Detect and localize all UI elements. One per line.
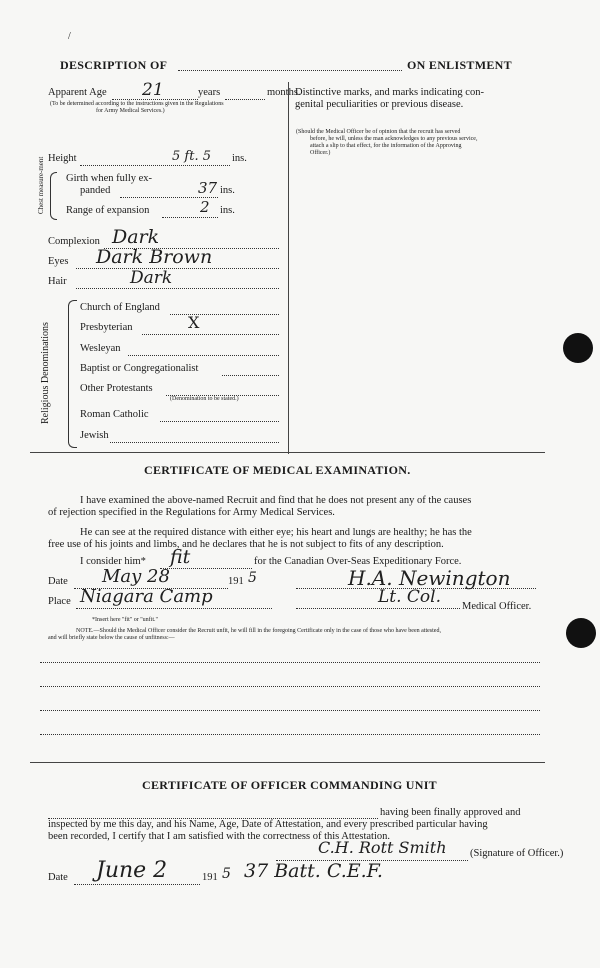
religion-dots-1	[142, 334, 279, 335]
insert-note: *Insert here "fit" or "unfit."	[92, 617, 158, 623]
officer-date-dots	[74, 884, 200, 885]
officer-year-prefix: 191	[202, 872, 218, 883]
complexion-label: Complexion	[48, 236, 100, 247]
religion-jewish: Jewish	[80, 430, 109, 441]
medical-para2-line1: He can see at the required distance with either eye; his heart and lungs are healthy; he has the	[80, 527, 472, 538]
marks-heading-1: Distinctive marks, and marks indicating con-	[295, 87, 484, 98]
medical-place-dots	[76, 608, 272, 609]
unfit-line-2	[40, 686, 540, 687]
officer-date-value: June 2	[96, 858, 168, 883]
officer-date-label: Date	[48, 872, 68, 883]
girth-label-1: Girth when fully ex-	[66, 173, 153, 184]
officer-line2: inspected by me this day, and his Name, Age, Date of Attestation, and every prescribed particular having	[48, 819, 488, 830]
religion-label: Religious Denominations	[40, 322, 51, 424]
religion-dots-2	[128, 355, 279, 356]
hair-value: Dark	[130, 268, 173, 288]
fit-dots	[160, 568, 252, 569]
officer-unit-value: 37 Batt. C.E.F.	[244, 860, 383, 882]
consider-label: I consider him*	[80, 556, 146, 567]
medical-date-value: May 28	[102, 566, 170, 587]
age-note-1: (To be determined according to the instructions given in the Regulations	[50, 101, 224, 107]
medical-officer-signature: H.A. Newington	[348, 566, 511, 590]
medical-note-2: and will briefly state below the cause of unfitness:—	[48, 635, 175, 641]
force-text: for the Canadian Over-Seas Expeditionary Force.	[254, 556, 462, 567]
girth-unit: ins.	[220, 185, 235, 196]
medical-year-prefix: 191	[228, 576, 244, 587]
religion-brace	[68, 300, 77, 448]
medical-officer-rank: Lt. Col.	[378, 587, 442, 607]
religion-dots-5	[160, 421, 279, 422]
height-value: 5 ft. 5	[172, 149, 211, 164]
header-name-dots	[178, 70, 402, 71]
medical-date-label: Date	[48, 576, 68, 587]
punch-hole-bottom	[566, 618, 596, 648]
medical-para1-line1: I have examined the above-named Recruit and find that he does not present any of the causes	[80, 495, 472, 506]
apparent-age-label: Apparent Age	[48, 87, 107, 98]
header-on-enlistment: ON ENLISTMENT	[407, 58, 512, 72]
range-dots	[162, 217, 218, 218]
eyes-dots	[76, 268, 279, 269]
height-unit: ins.	[232, 153, 247, 164]
hair-dots	[76, 288, 279, 289]
eyes-label: Eyes	[48, 256, 69, 267]
age-note-2: for Army Medical Services.)	[96, 108, 165, 114]
religion-presbyterian: Presbyterian	[80, 322, 133, 333]
hair-label: Hair	[48, 276, 67, 287]
medical-para2-line2: free use of his joints and limbs, and he declares that he is not subject to fits of any description.	[48, 539, 444, 550]
punch-hole-top	[563, 333, 593, 363]
medical-heading: CERTIFICATE OF MEDICAL EXAMINATION.	[144, 463, 411, 477]
officer-line3: been recorded, I certify that I am satisfied with the correctness of this Attestation.	[48, 831, 391, 842]
years-label: years	[198, 87, 221, 98]
religion-roman-catholic: Roman Catholic	[80, 409, 149, 420]
complexion-value: Dark	[112, 226, 160, 248]
girth-label-2: panded	[80, 185, 111, 196]
marks-note-4: Officer.)	[310, 150, 331, 156]
months-label: months.	[267, 87, 301, 98]
unfit-line-3	[40, 710, 540, 711]
column-divider	[288, 82, 289, 454]
chest-label: Chest measure-ment	[37, 156, 45, 214]
medical-place-value: Niagara Camp	[80, 586, 213, 607]
medical-year-suffix: 5	[248, 570, 257, 586]
unfit-line-1	[40, 662, 540, 663]
religion-other-note: (Denomination to be stated.)	[170, 396, 239, 402]
range-label: Range of expansion	[66, 205, 150, 216]
medical-note-1: NOTE.—Should the Medical Officer consider the Recruit unfit, he will fill in the foregoing Certificate only in the case of those who have been attested,	[76, 628, 441, 634]
officer-signature-label: (Signature of Officer.)	[470, 848, 564, 859]
medical-officer-label: Medical Officer.	[462, 601, 532, 612]
height-dots	[80, 165, 230, 166]
religion-dots-3	[222, 375, 279, 376]
height-label: Height	[48, 153, 77, 164]
section-rule-2	[30, 762, 545, 763]
religion-other-protestants: Other Protestants	[80, 383, 153, 394]
girth-value: 37	[198, 179, 218, 197]
header-description-of: DESCRIPTION OF	[60, 58, 168, 72]
medical-para1-line2: of rejection specified in the Regulations for Army Medical Services.	[48, 507, 335, 518]
range-unit: ins.	[220, 205, 235, 216]
apparent-age-value: 21	[142, 80, 164, 100]
marks-note-3: attach a slip to that effect, for the information of the Approving	[310, 143, 462, 149]
religion-wesleyan: Wesleyan	[80, 343, 121, 354]
medical-rank-dots	[296, 608, 460, 609]
marks-note-1: (Should the Medical Officer be of opinion that the recruit has served	[296, 129, 461, 135]
religion-dots-6	[110, 442, 279, 443]
range-value: 2	[200, 198, 210, 216]
unfit-line-4	[40, 734, 540, 735]
chest-brace	[50, 172, 57, 220]
eyes-value: Dark Brown	[96, 246, 213, 268]
marks-heading-2: genital peculiarities or previous disease.	[295, 99, 464, 110]
section-rule-1	[30, 452, 545, 453]
officer-heading: CERTIFICATE OF OFFICER COMMANDING UNIT	[142, 778, 437, 792]
officer-line1: having been finally approved and	[380, 807, 521, 818]
religion-dots-0	[170, 314, 279, 315]
medical-place-label: Place	[48, 596, 71, 607]
marks-note-2: before, he will, unless the man acknowledges to any previous service,	[310, 136, 478, 142]
officer-year-suffix: 5	[222, 866, 231, 882]
months-dots	[225, 99, 265, 100]
religion-church-of-england: Church of England	[80, 302, 160, 313]
officer-signature: C.H. Rott Smith	[318, 838, 447, 857]
fit-value: fit	[170, 546, 191, 568]
presbyterian-mark: X	[188, 313, 200, 332]
corner-mark: /	[68, 31, 71, 42]
religion-baptist: Baptist or Congregationalist	[80, 363, 199, 374]
